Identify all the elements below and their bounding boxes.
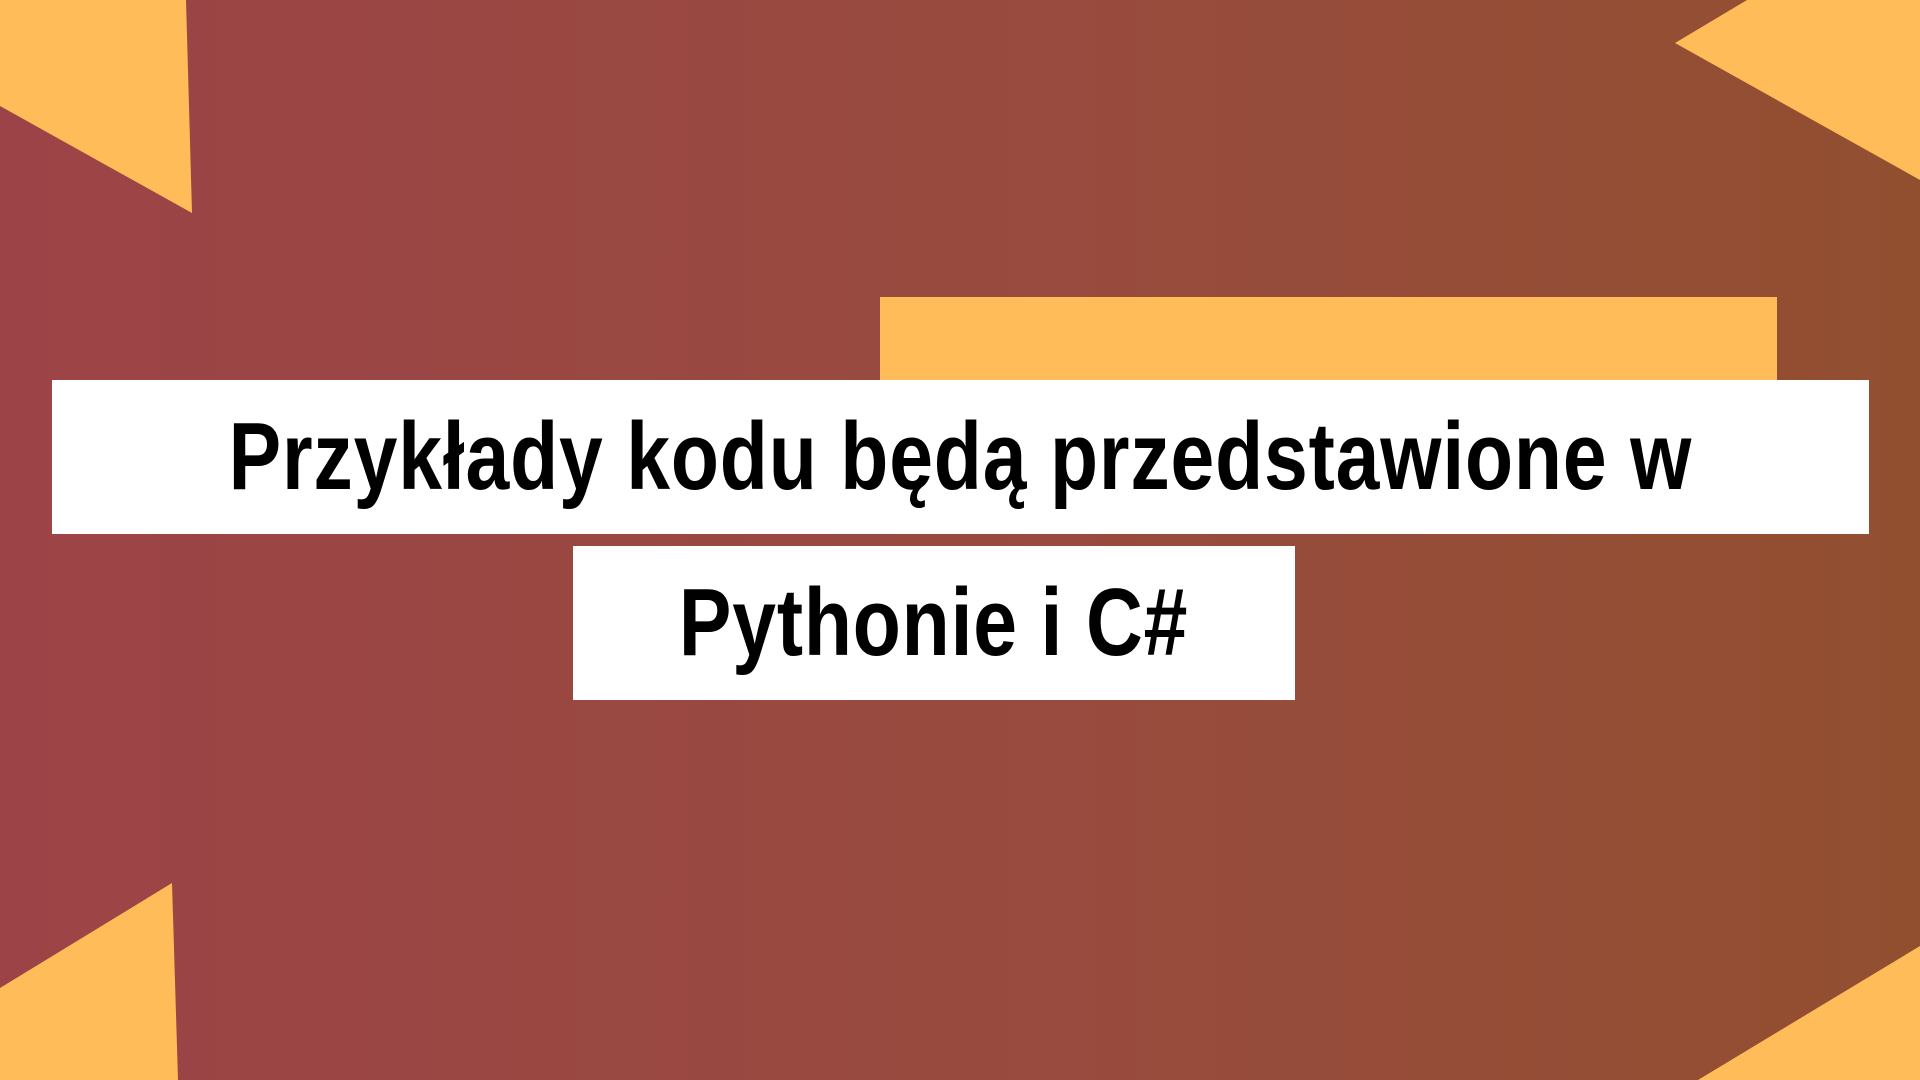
top-right-triangle: [1675, 0, 1920, 180]
bottom-right-triangle: [1698, 946, 1920, 1080]
title-line-1: Przykłady kodu będą przedstawione w: [228, 403, 1693, 510]
title-line-2: Pythonie i C#: [679, 569, 1189, 676]
title-box-line-1: [52, 380, 1869, 534]
top-left-triangle: [0, 0, 192, 213]
bottom-left-triangle: [0, 883, 178, 1080]
title-box-line-2: [573, 546, 1295, 700]
